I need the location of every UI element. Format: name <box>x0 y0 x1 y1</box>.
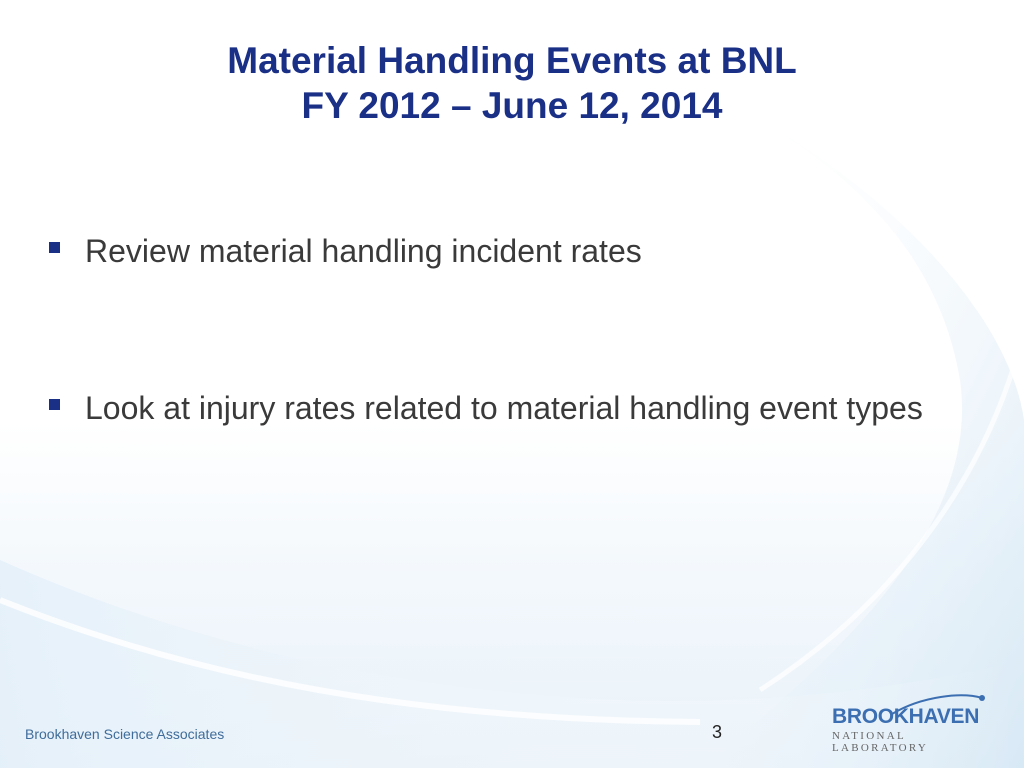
title-line-2: FY 2012 – June 12, 2014 <box>301 85 723 126</box>
bullet-item <box>47 228 947 275</box>
bullet-list <box>47 228 947 432</box>
logo-sub-text: NATIONAL LABORATORY <box>832 730 929 754</box>
title-line-1: Material Handling Events at BNL <box>227 40 797 81</box>
bullet-text: Look at injury rates related to material handling event types <box>85 390 923 426</box>
footer-organization: Brookhaven Science Associates <box>25 726 225 742</box>
page-number: 3 <box>712 722 723 742</box>
bullet-text: Review material handling incident rates <box>85 233 642 269</box>
slide-title <box>0 38 1024 128</box>
brookhaven-logo <box>832 692 1002 754</box>
bullet-item <box>47 385 947 432</box>
logo-main-text: BROOKHAVEN <box>832 705 980 728</box>
square-bullet-icon <box>49 242 60 253</box>
square-bullet-icon <box>49 399 60 410</box>
